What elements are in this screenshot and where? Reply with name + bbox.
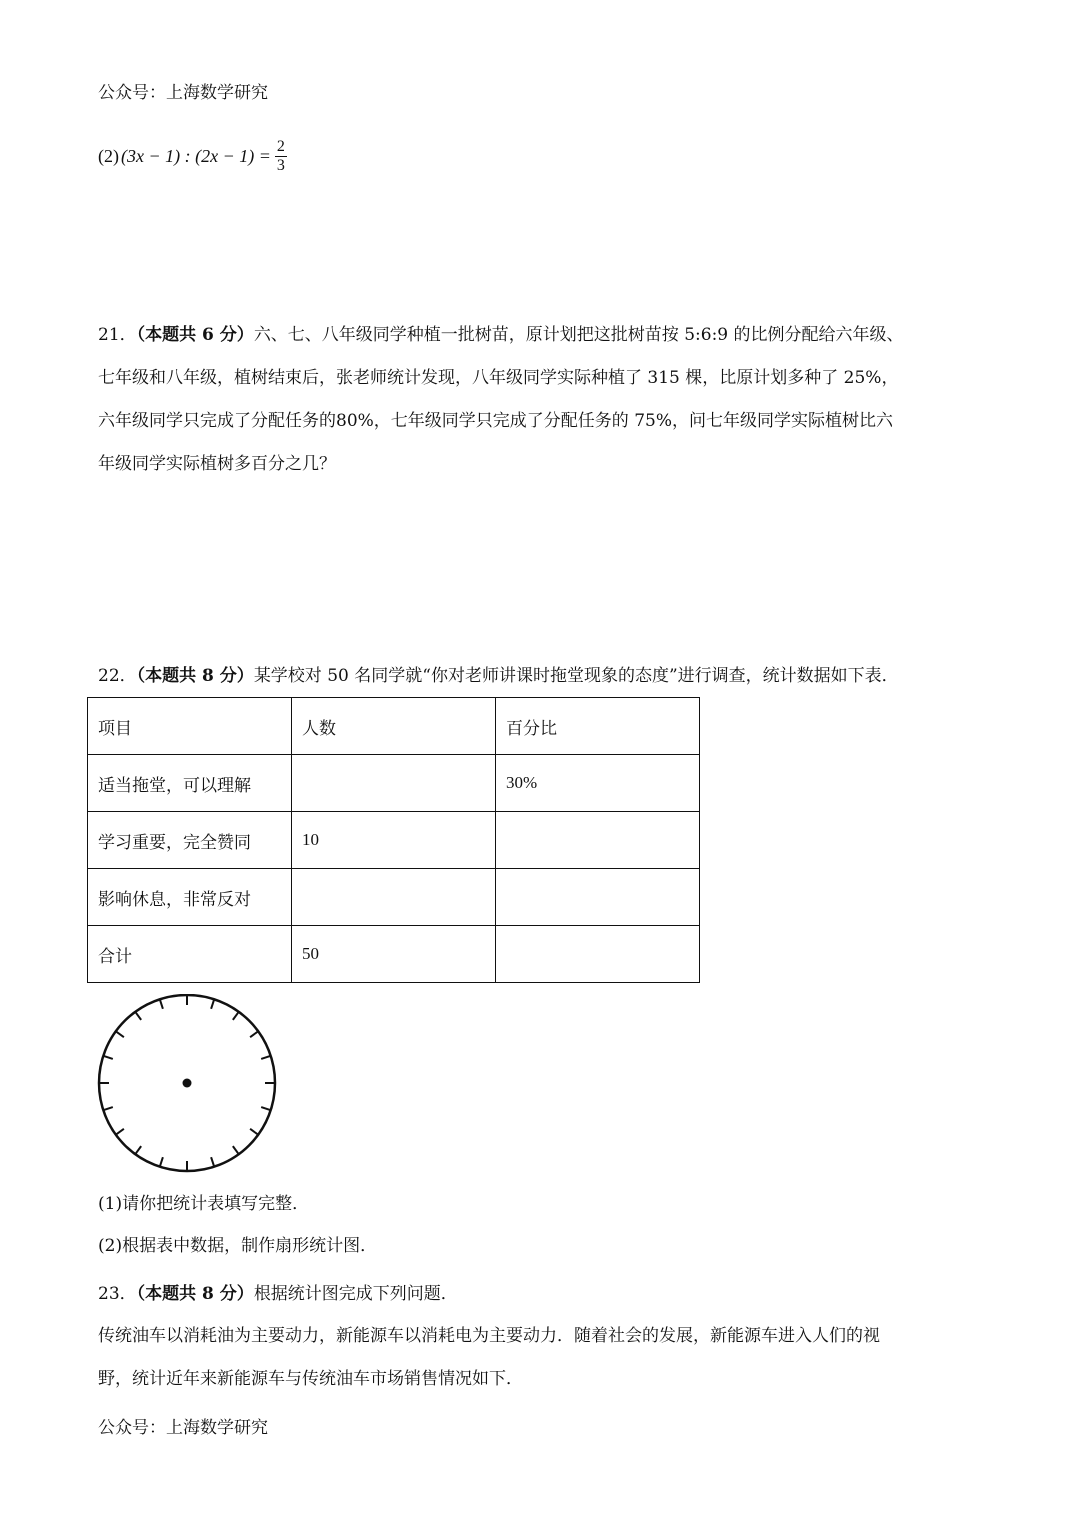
table-row	[88, 926, 700, 983]
table-cell: 合计	[88, 926, 292, 983]
table-cell	[496, 812, 700, 869]
q23-number: 23．	[98, 1284, 137, 1304]
blank-pie-chart-circle	[96, 994, 278, 1176]
q21-line4: 年级同学实际植树多百分之几？	[98, 454, 336, 474]
equation-label: (2)	[98, 146, 119, 166]
fraction-denominator: 3	[276, 157, 285, 174]
q21-points: （本题共 6 分）	[136, 325, 254, 345]
q23-para-line1: 传统油车以消耗油为主要动力，新能源车以消耗电为主要动力．随着社会的发展，新能源车进入人们的视	[98, 1326, 880, 1346]
statistics-table	[87, 697, 700, 983]
table-cell: 30%	[496, 755, 700, 812]
page-header: 公众号：上海数学研究	[98, 83, 268, 103]
table-cell: 50	[292, 926, 496, 983]
question-23	[98, 1273, 988, 1316]
table-row	[88, 869, 700, 926]
q23-points: （本题共 8 分）	[136, 1284, 254, 1304]
pie-tick	[250, 1129, 258, 1135]
pie-tick	[160, 1157, 163, 1167]
table-row	[88, 755, 700, 812]
equation-2	[98, 138, 287, 175]
table-header-cell: 百分比	[496, 698, 700, 755]
table-header-row	[88, 698, 700, 755]
table-row	[88, 812, 700, 869]
pie-tick	[116, 1129, 124, 1135]
pie-tick	[211, 1157, 214, 1167]
q22-number: 22．	[98, 666, 137, 686]
pie-center-dot	[183, 1079, 192, 1088]
table-cell: 10	[292, 812, 496, 869]
table-header-cell: 人数	[292, 698, 496, 755]
table-cell: 影响休息，非常反对	[88, 869, 292, 926]
pie-tick	[211, 999, 214, 1009]
pie-tick	[103, 1107, 113, 1110]
table-cell: 适当拖堂，可以理解	[88, 755, 292, 812]
table-header-cell: 项目	[88, 698, 292, 755]
equation-lhs: (3x − 1) : (2x − 1) =	[121, 146, 271, 166]
q23-text: 根据统计图完成下列问题．	[253, 1284, 458, 1304]
q23-para-line2: 野，统计近年来新能源车与传统油车市场销售情况如下．	[98, 1369, 523, 1389]
pie-tick	[135, 1146, 141, 1154]
table-cell	[292, 755, 496, 812]
table-cell	[496, 926, 700, 983]
pie-tick	[103, 1056, 113, 1059]
table-cell: 学习重要，完全赞同	[88, 812, 292, 869]
q21-number: 21．	[98, 325, 137, 345]
q22-points: （本题共 8 分）	[136, 666, 254, 686]
pie-tick	[261, 1107, 271, 1110]
pie-tick	[160, 999, 163, 1009]
q21-line3: 六年级同学只完成了分配任务的80%，七年级同学只完成了分配任务的 75%，问七年级同学实际植树比六	[98, 411, 893, 431]
page-footer: 公众号：上海数学研究	[98, 1418, 268, 1438]
question-22	[98, 655, 988, 698]
pie-tick	[250, 1031, 258, 1037]
q22-text: 某学校对 50 名同学就“你对老师讲课时拖堂现象的态度”进行调查，统计数据如下表．	[253, 666, 899, 686]
pie-tick	[261, 1056, 271, 1059]
q22-sub2: (2)根据表中数据，制作扇形统计图．	[98, 1236, 378, 1256]
pie-tick	[116, 1031, 124, 1037]
q23-paragraph	[98, 1315, 988, 1401]
q21-line2: 七年级和八年级，植树结束后，张老师统计发现，八年级同学实际种植了 315 棵，比原计划多种了 25%，	[98, 368, 899, 388]
equation-fraction	[275, 138, 287, 175]
table-cell	[292, 869, 496, 926]
pie-tick	[233, 1012, 239, 1020]
fraction-numerator: 2	[276, 138, 285, 155]
question-21	[98, 314, 988, 486]
table-cell	[496, 869, 700, 926]
q21-line1: 六、七、八年级同学种植一批树苗，原计划把这批树苗按 5:6:9 的比例分配给六年级、	[253, 325, 904, 345]
pie-tick	[233, 1146, 239, 1154]
pie-tick	[135, 1012, 141, 1020]
q22-sub1: (1)请你把统计表填写完整．	[98, 1194, 310, 1214]
